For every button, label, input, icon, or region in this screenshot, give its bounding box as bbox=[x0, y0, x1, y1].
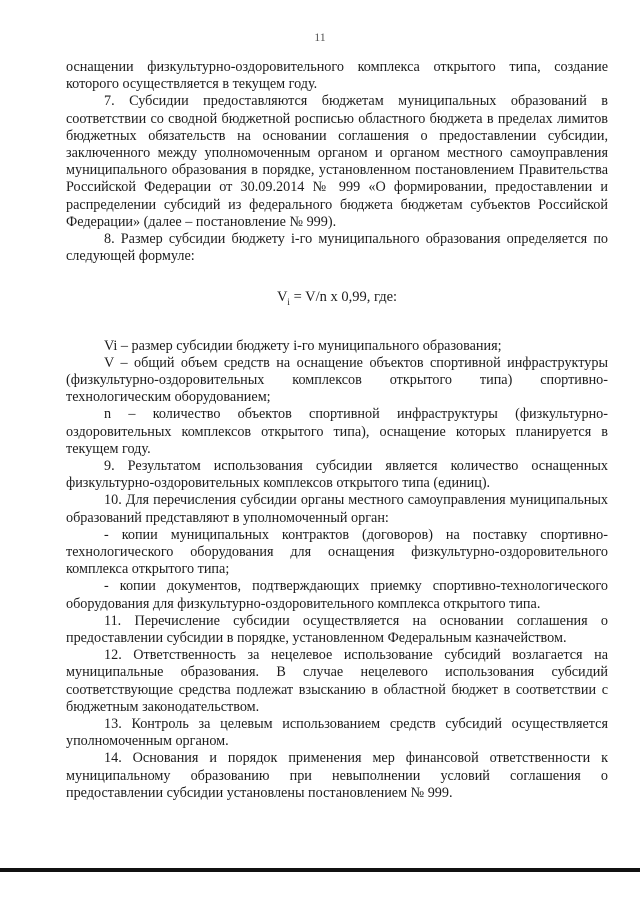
paragraph-14: 14. Основания и порядок применения мер финансовой ответственности к муниципальному образованию при невыполнении условий соглашения о предоставлении субсидии установлены постановлением № 999. bbox=[66, 750, 608, 801]
paragraph-10-item-contracts: - копии муниципальных контрактов (договоров) на поставку спортивно-технологического оборудования для оснащения физкультурно-оздоровительного комплекса открытого типа; bbox=[66, 526, 608, 578]
scan-bottom-edge bbox=[0, 868, 640, 872]
paragraph-12: 12. Ответственность за нецелевое использование субсидий возлагается на муниципальные образования. В случае нецелевого использования субсидий соответствующие средства подлежат взысканию в областной бюджет в соответствии с бюджетным законодательством. bbox=[66, 647, 608, 715]
paragraph-7: 7. Субсидии предоставляются бюджетам муниципальных образований в соответствии со сводной бюджетной росписью областного бюджета в пределах лимитов бюджетных обязательств на основании соглашения о предоставлении субсидии, заключенного между уполномоченным органом и органом местного самоуправления муниципального образования в порядке, установленном постановлением Правительства Российской Федерации от 30.09.2014 № 999 «О формировании, предоставлении и распределении субсидий из федерального бюджета бюджетам субъектов Российской Федерации» (далее – постановление № 999). bbox=[66, 93, 608, 230]
paragraph-13: 13. Контроль за целевым использованием средств субсидий осуществляется уполномоченным органом. bbox=[66, 716, 608, 750]
definition-v: V – общий объем средств на оснащение объектов спортивной инфраструктуры (физкультурно-оздоровительных комплексов открытого типа) спортивно-технологическим оборудованием; bbox=[66, 354, 608, 406]
formula-main: V bbox=[276, 289, 288, 306]
paragraph-11: 11. Перечисление субсидии осуществляется на основании соглашения о предоставлении субсидии в порядке, установленном Федеральным казначейством. bbox=[66, 612, 608, 646]
definition-n: n – количество объектов спортивной инфраструктуры (физкультурно-оздоровительных комплексов открытого типа), оснащение которых планируется в текущем году. bbox=[66, 406, 608, 457]
formula-subscript: i bbox=[287, 297, 290, 308]
paragraph-9: 9. Результатом использования субсидии является количество оснащенных физкультурно-оздоровительных комплексов открытого типа (единиц). bbox=[66, 457, 608, 492]
paragraph-8: 8. Размер субсидии бюджету i-го муниципального образования определяется по следующей формуле: bbox=[66, 231, 608, 265]
document-body bbox=[66, 59, 608, 802]
paragraph-10: 10. Для перечисления субсидии органы местного самоуправления муниципальных образований представляют в уполномоченный орган: bbox=[66, 492, 608, 526]
formula-rest: = V/n x 0,99, где: bbox=[289, 289, 398, 306]
paragraph-10-item-acceptance: - копии документов, подтверждающих приемку спортивно-технологического оборудования для физкультурно-оздоровительного комплекса открытого типа. bbox=[66, 578, 608, 612]
page-number: 11 bbox=[314, 30, 326, 44]
paragraph-continuation: оснащении физкультурно-оздоровительного комплекса открытого типа, создание которого осуществляется в текущем году. bbox=[66, 59, 608, 93]
formula bbox=[66, 289, 608, 311]
definition-vi: Vi – размер субсидии бюджету i-го муниципального образования; bbox=[104, 337, 502, 354]
